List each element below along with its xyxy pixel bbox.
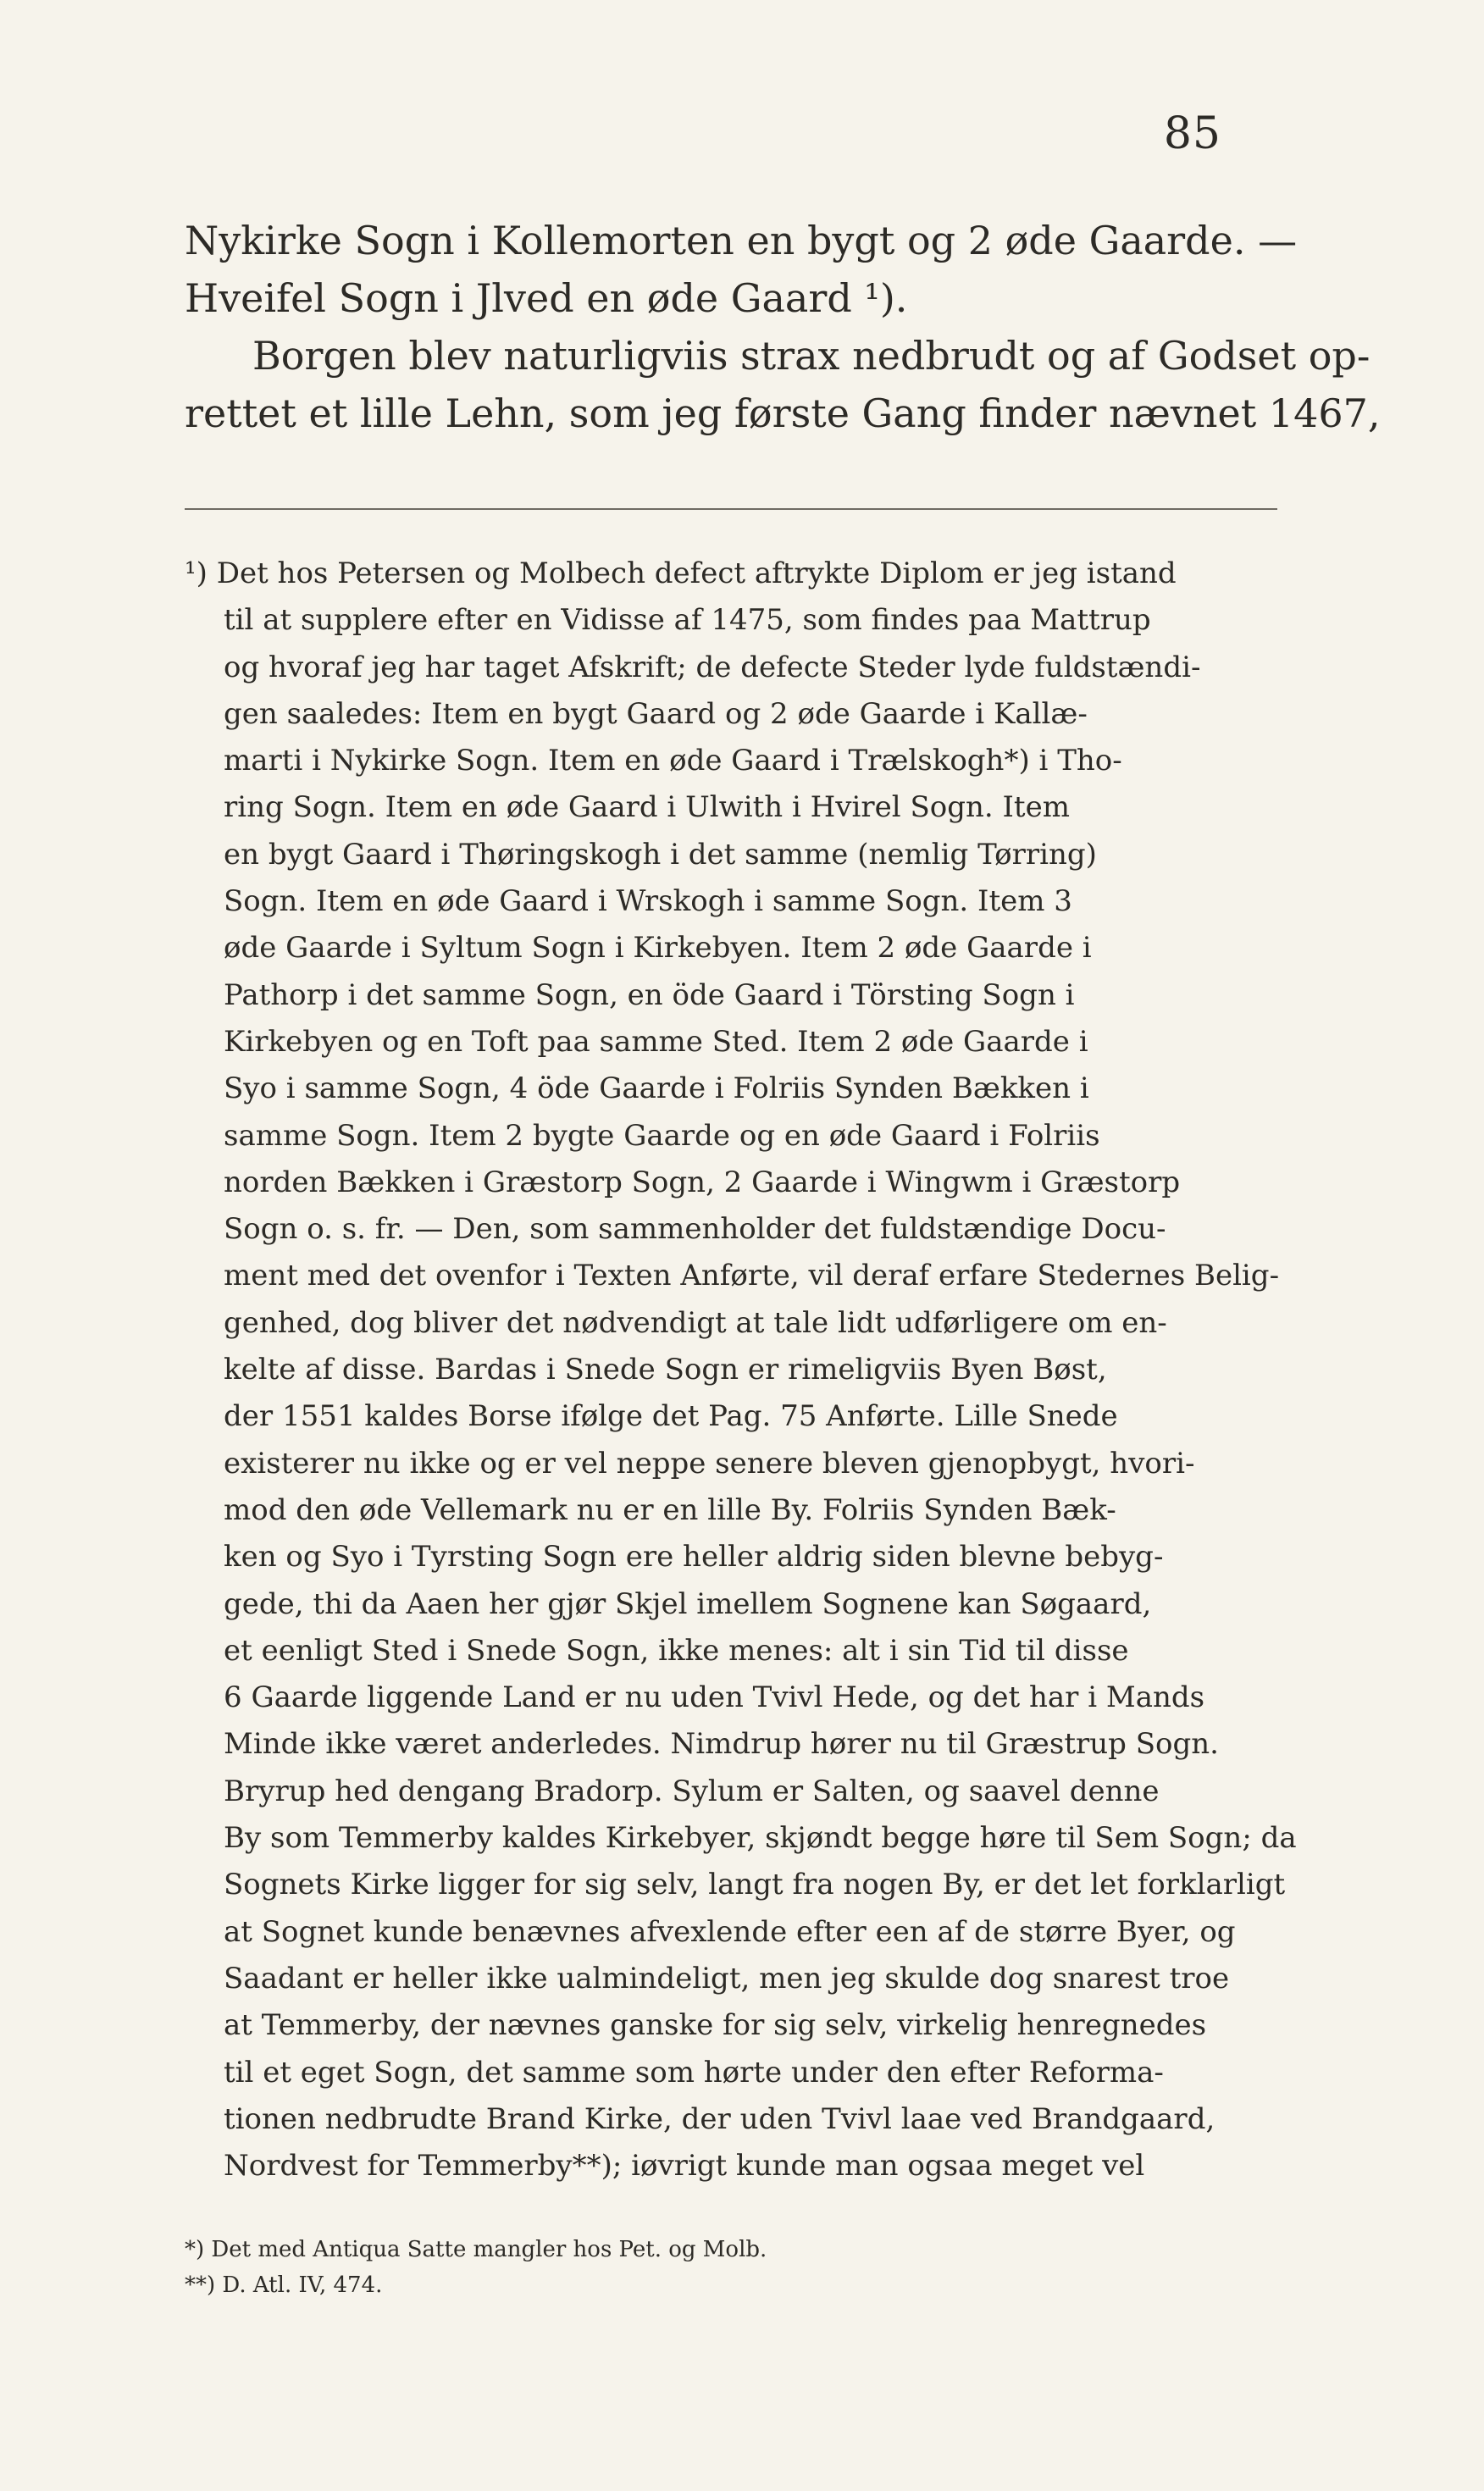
footnote-line: ment med det ovenfor i Texten Anførte, vil deraf erfare Stedernes Belig- [224, 1259, 1280, 1293]
footnote-line: og hvoraf jeg har taget Afskrift; de defecte Steder lyde fuldstændi- [224, 650, 1201, 684]
footnote-line: gede, thi da Aaen her gjør Skjel imellem Sognene kan Søgaard, [224, 1586, 1152, 1621]
footnote-line: en bygt Gaard i Thøringskogh i det samme (nemlig Tørring) [224, 837, 1097, 872]
page-number: 85 [1163, 108, 1221, 159]
footnote-line: Nordvest for Temmerby**); iøvrigt kunde man ogsaa meget vel [224, 2149, 1145, 2184]
footnote-line: kelte af disse. Bardas i Snede Sogn er rimeligviis Byen Bøst, [224, 1353, 1107, 1387]
footnote-line: Sogn. Item en øde Gaard i Wrskogh i samme Sogn. Item 3 [224, 884, 1072, 919]
footnote-line: der 1551 kaldes Borse ifølge det Pag. 75 Anførte. Lille Snede [224, 1399, 1118, 1434]
footnote-line: norden Bækken i Græstorp Sogn, 2 Gaarde i Wingwm i Græstorp [224, 1165, 1181, 1199]
footnote-line: gen saaledes: Item en bygt Gaard og 2 øde Gaarde i Kallæ- [224, 696, 1088, 731]
footnote-line: By som Temmerby kaldes Kirkebyer, skjøndt begge høre til Sem Sogn; da [224, 1821, 1297, 1856]
footnote-line: til et eget Sogn, det samme som hørte under den efter Reforma- [224, 2055, 1164, 2090]
footnote-line: marti i Nykirke Sogn. Item en øde Gaard i Trælskogh*) i Tho- [224, 744, 1122, 778]
footnote-line: at Sognet kunde benævnes afvexlende efter een af de større Byer, og [224, 1914, 1236, 1949]
footnote-line: ¹) Det hos Petersen og Molbech defect aftrykte Diplom er jeg istand [185, 556, 1177, 590]
main-text [185, 212, 1381, 442]
footnote-line: existerer nu ikke og er vel neppe senere bleven gjenopbygt, hvori- [224, 1446, 1195, 1481]
footnote-line: til at supplere efter en Vidisse af 1475, som findes paa Mattrup [224, 603, 1151, 638]
footnote-line: Kirkebyen og en Toft paa samme Sted. Item 2 øde Gaarde i [224, 1024, 1088, 1059]
main-text-line: rettet et lille Lehn, som jeg første Gang finder nævnet 1467, [185, 390, 1381, 436]
footnote-separator [185, 508, 1277, 510]
footnote-line: Pathorp i det samme Sogn, en öde Gaard i Törsting Sogn i [224, 977, 1075, 1012]
footnote-line: genhed, dog bliver det nødvendigt at tale lidt udførligere om en- [224, 1305, 1167, 1340]
footnote-line: Saadant er heller ikke ualmindeligt, men jeg skulde dog snarest troe [224, 1961, 1230, 1996]
footnote-line: 6 Gaarde liggende Land er nu uden Tvivl Hede, og det har i Mands [224, 1680, 1205, 1715]
main-text-line: Hveifel Sogn i Jlved en øde Gaard ¹). [185, 275, 908, 321]
footnote-line: ring Sogn. Item en øde Gaard i Ulwith i Hvirel Sogn. Item [224, 790, 1070, 825]
footnote [185, 551, 1297, 2189]
footnote-line: at Temmerby, der nævnes ganske for sig selv, virkelig henregnedes [224, 2008, 1207, 2043]
footnote-line: Sognets Kirke ligger for sig selv, langt fra nogen By, er det let forklarligt [224, 1868, 1286, 1902]
footnote-line: mod den øde Vellemark nu er en lille By. Folriis Synden Bæk- [224, 1492, 1116, 1527]
footnote-line: tionen nedbrudte Brand Kirke, der uden Tvivl laae ved Brandgaard, [224, 2101, 1215, 2136]
footnote-line: Sogn o. s. fr. — Den, som sammenholder det fuldstændige Docu- [224, 1212, 1166, 1247]
sub-footnote-line: **) D. Atl. IV, 474. [185, 2272, 383, 2298]
footnote-line: Bryrup hed dengang Bradorp. Sylum er Salten, og saavel denne [224, 1774, 1160, 1808]
footnote-line: Minde ikke været anderledes. Nimdrup hører nu til Græstrup Sogn. [224, 1727, 1219, 1762]
footnote-line: et eenligt Sted i Snede Sogn, ikke menes: alt i sin Tid til disse [224, 1633, 1129, 1668]
footnote-line: ken og Syo i Tyrsting Sogn ere heller aldrig siden blevne bebyg- [224, 1540, 1164, 1575]
footnote-line: øde Gaarde i Syltum Sogn i Kirkebyen. Item 2 øde Gaarde i [224, 931, 1092, 966]
sub-footnotes [185, 2232, 1277, 2303]
footnote-line: samme Sogn. Item 2 bygte Gaarde og en øde Gaard i Folriis [224, 1118, 1100, 1153]
main-text-line: Nykirke Sogn i Kollemorten en bygt og 2 øde Gaarde. — [185, 218, 1298, 263]
sub-footnote-line: *) Det med Antiqua Satte mangler hos Pet. og Molb. [185, 2237, 767, 2262]
main-text-line: Borgen blev naturligviis strax nedbrudt og af Godset op- [252, 333, 1370, 379]
footnote-line: Syo i samme Sogn, 4 öde Gaarde i Folriis Synden Bækken i [224, 1071, 1089, 1106]
